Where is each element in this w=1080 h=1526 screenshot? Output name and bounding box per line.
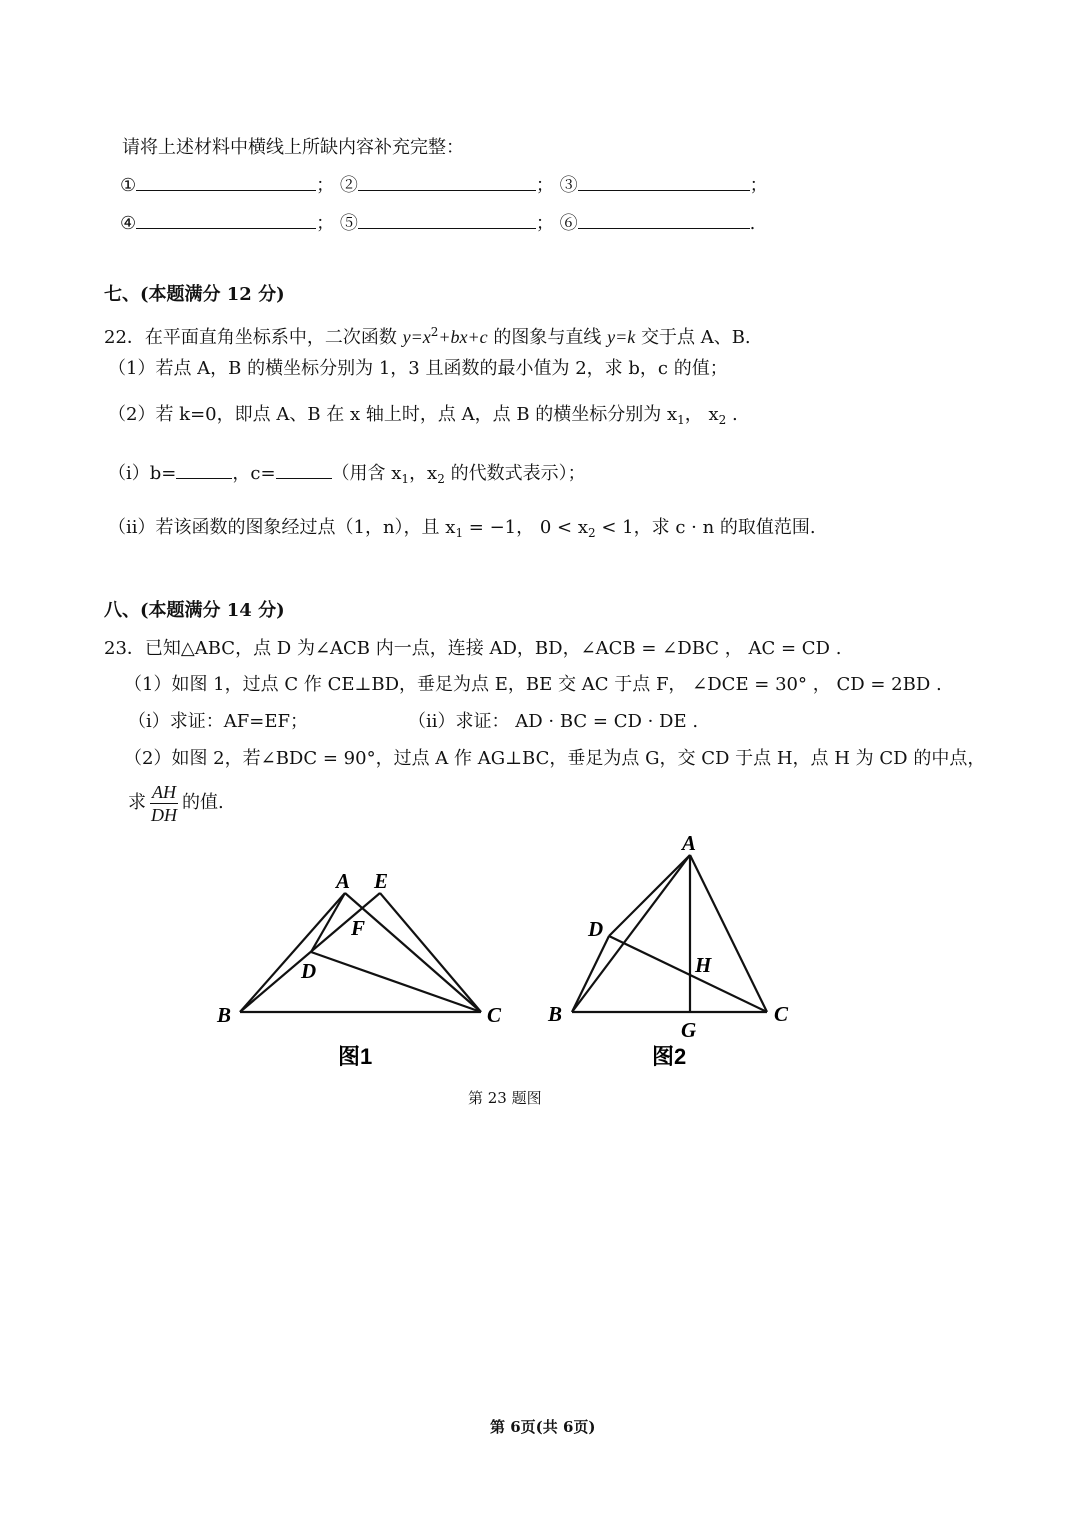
fig1-label-e: E [374,869,389,893]
fig2-caption: 图2 [652,1044,687,1069]
blank-5-marker: ⑤ [339,213,358,234]
blank-row-2: ④ ； ⑤ ； ⑥ . [120,210,755,236]
q23-part-2-ask: 求 $\frac{AH}{DH}$ 的值. [128,781,224,825]
blank-3-line [578,172,750,191]
figure-1 [200,860,530,1080]
blank-1-line [136,172,316,191]
blank-5-line [358,210,536,229]
q22-c-blank [276,460,332,479]
fig1-segment-ba [240,893,345,1012]
fig2-label-c: C [774,1002,789,1026]
fraction-ah-dh: $\frac{AH}{DH}$ [151,781,177,825]
fig2-segment-dc [609,936,767,1012]
q23-part-1-i: （i）求证：AF=EF； [128,711,308,732]
fig1-caption: 图1 [338,1044,373,1069]
blank-2-marker: ② [339,175,358,196]
fig2-segment-ac [690,855,767,1012]
fig1-label-f: F [351,916,366,940]
q22-stem: 22．在平面直角坐标系中，二次函数 $y=x^2+bx+c$ 的图象与直线 y=k 交于点 A、B. [104,325,751,348]
fill-instruction: 请将上述材料中横线上所缺内容补充完整： [122,137,464,158]
q23-part-1: （1）如图 1，过点 C 作 CE⊥BD，垂足为点 E，BE 交 AC 于点 F， ∠DCE = 30° ， CD = 2BD . [124,674,942,695]
fig1-segment-ac [345,893,481,1012]
q22-part-2-i: （i）b= ，c= （用含 $x_1$，$x_2$ 的代数式表示）； [108,460,586,491]
blank-6-marker: ⑥ [559,213,578,234]
fig2-label-h: H [695,953,712,977]
figure-caption: 第 23 题图 [468,1089,542,1107]
section-8-title: 八、(本题满分 14 分) [104,600,285,621]
blank-4-marker: ④ [120,213,137,234]
blank-1-marker: ① [120,175,137,196]
fig1-segment-ad [311,893,345,952]
fig2-label-g: G [681,1018,697,1042]
q22-b-blank [176,460,232,479]
figure-2 [540,825,810,1080]
blank-2-line [358,172,536,191]
q23-stem: 23．已知△ABC，点 D 为∠ACB 内一点，连接 AD，BD，∠ACB = ∠DBC ， AC = CD . [104,638,842,659]
fig1-label-c: C [487,1003,502,1027]
fig1-label-b: B [217,1003,232,1027]
q22-part-2: （2）若 k=0，即点 A、B 在 x 轴上时，点 A，点 B 的横坐标分别为 $x_1$， $x_2$ . [108,404,738,427]
fig1-segment-be [240,893,380,1012]
q22-part-2-ii: （ii）若该函数的图象经过点（1，n），且 $x_1 = -1$， $0 < x_2 < 1$，求 c · n 的取值范围. [108,517,816,540]
q23-part-2: （2）如图 2，若∠BDC = 90°，过点 A 作 AG⊥BC，垂足为点 G，交 CD 于点 H，点 H 为 CD 的中点， [124,748,986,769]
page-footer: 第 6页(共 6页) [490,1418,596,1436]
blank-3-marker: ③ [559,175,578,196]
fig2-label-a: A [682,831,697,855]
blank-4-line [136,210,316,229]
q22-part-1: （1）若点 A，B 的横坐标分别为 1，3 且函数的最小值为 2，求 b，c 的值； [108,358,728,379]
fig1-label-a: A [336,869,351,893]
fig1-label-d: D [301,959,317,983]
section-7-title: 七、(本题满分 12 分) [104,284,285,305]
blank-row-1: ① ； ② ； ③ ； [120,172,768,198]
fig2-label-d: D [588,917,604,941]
fig2-label-b: B [548,1002,563,1026]
blank-6-line [578,210,750,229]
fig2-segment-ad [609,855,690,936]
fig2-segment-db [572,936,609,1012]
q23-part-1-ii: （ii）求证： AD · BC = CD · DE . [408,711,699,732]
